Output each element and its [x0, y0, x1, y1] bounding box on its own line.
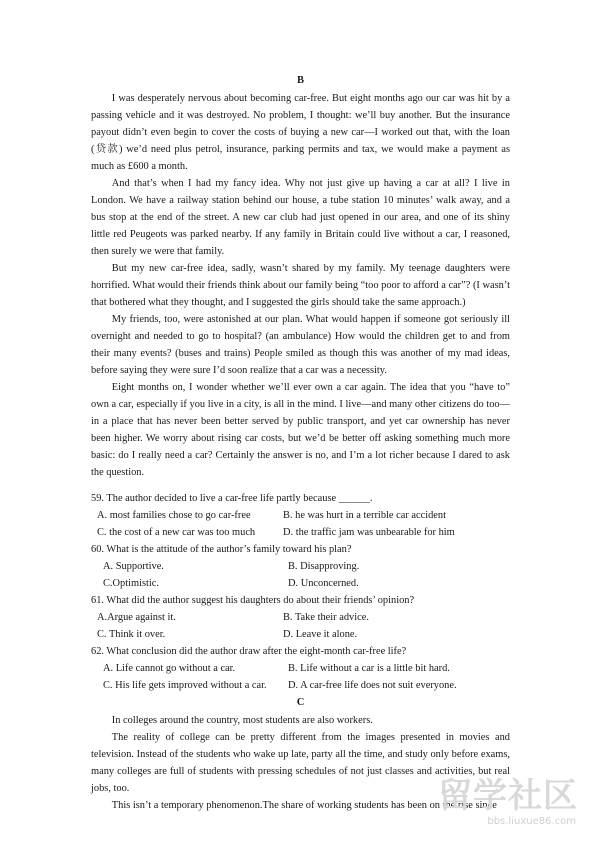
option-d: D. Leave it alone. — [283, 629, 358, 640]
question-list — [91, 490, 510, 694]
option-c: C. His life gets improved without a car. — [103, 680, 267, 691]
option-a: A.Argue against it. — [97, 612, 176, 623]
option-row — [91, 677, 510, 694]
option-b: B. Take their advice. — [283, 612, 369, 623]
option-row — [91, 507, 510, 524]
option-b: B. he was hurt in a terrible car accident — [283, 510, 447, 521]
option-a: A. most families chose to go car-free — [97, 510, 251, 521]
section-b-paragraph-3: But my new car-free idea, sadly, wasn’t shared by my family. My teenage daughters were horrified. What would their friends think about our family being “too poor to afford a car”? (I wasn’t that bothered what they thought, and I suggested the girls should take the same approach.) — [91, 263, 510, 308]
document-page — [91, 72, 510, 814]
option-row — [91, 660, 510, 677]
section-c-paragraph-3: This isn’t a temporary phenomenon.The share of working students has been on the rise since — [111, 800, 497, 811]
option-row — [91, 524, 510, 541]
option-c: C. Think it over. — [97, 629, 166, 640]
option-c: C.Optimistic. — [103, 578, 159, 589]
option-row — [91, 558, 510, 575]
site-watermark — [428, 776, 578, 834]
section-c-title: C — [296, 697, 305, 708]
question-59 — [91, 490, 510, 541]
section-b-paragraph-4: My friends, too, were astonished at our plan. What would happen if someone got seriously ill overnight and needed to go to hospital? (an ambulance) How would the children get to and from their many events? (buses and trains) People smiled as though this was another of my mad ideas, before saying they were sure I’d soon realize that a car was a necessity. — [91, 314, 510, 376]
section-b-title: B — [296, 75, 304, 86]
question-stem: 61. What did the author suggest his daughters do about their friends’ opinion? — [91, 595, 415, 606]
section-b-paragraph-2: And that’s when I had my fancy idea. Why not just give up having a car at all? I live in London. We have a railway station behind our house, a tube station 10 minutes’ walk away, and a bus stop at the end of the street. A new car club had just opened in our area, and one of its shiny little red Peugeots was parked nearby. If any family in Britain could live without a car, I reasoned, then surely we were that family. — [91, 178, 510, 257]
option-d: D. A car-free life does not suit everyone. — [288, 680, 457, 691]
question-stem: 59. The author decided to live a car-free life partly because ______. — [91, 493, 373, 504]
option-d: D. Unconcerned. — [288, 578, 359, 589]
section-b-paragraph-1: I was desperately nervous about becoming car-free. But eight months ago our car was hit by a passing vehicle and it was destroyed. No problem, I thought: we’ll buy another. But the insurance payout didn’t even begin to cover the costs of buying a new car—I worked out that, with the loan (贷款) we’d need plus petrol, insurance, parking permits and tax, we would make a payment as much as £600 a month. — [91, 93, 510, 172]
option-a: A. Life cannot go without a car. — [103, 663, 236, 674]
option-row — [91, 609, 510, 626]
option-c: C. the cost of a new car was too much — [97, 527, 256, 538]
option-row — [91, 575, 510, 592]
option-row — [91, 626, 510, 643]
option-a: A. Supportive. — [103, 561, 164, 572]
section-c-paragraph-2: The reality of college can be pretty different from the images presented in movies and television. Instead of the students who wake up late, party all the time, and study only before exams, many colleges are full of students with pressing schedules of not just classes and activities, but real jobs, too. — [91, 732, 510, 794]
section-c-paragraph-1: In colleges around the country, most students are also workers. — [111, 715, 373, 726]
question-60 — [91, 541, 510, 592]
option-d: D. the traffic jam was unbearable for him — [283, 527, 455, 538]
option-b: B. Disapproving. — [288, 561, 360, 572]
question-61 — [91, 592, 510, 643]
watermark-url: bbs.liuxue86.com — [487, 816, 576, 827]
section-b-paragraph-5: Eight months on, I wonder whether we’ll ever own a car again. The idea that you “have to” own a car, especially if you live in a city, is all in the mind. I live—and many other citizens do too—in a place that has never been better served by public transport, and yet car ownership has never been higher. We worry about rising car costs, but we’d be better off asking something much more basic: do I really need a car? Certainly the answer is no, and I’m a lot richer because I dared to ask the question. — [91, 382, 510, 478]
question-stem: 62. What conclusion did the author draw after the eight-month car-free life? — [91, 646, 407, 657]
option-b: B. Life without a car is a little bit hard. — [288, 663, 450, 674]
watermark-logo-text: 留学社区 — [438, 776, 578, 816]
question-62 — [91, 643, 510, 694]
question-stem: 60. What is the attitude of the author’s family toward his plan? — [91, 544, 352, 555]
